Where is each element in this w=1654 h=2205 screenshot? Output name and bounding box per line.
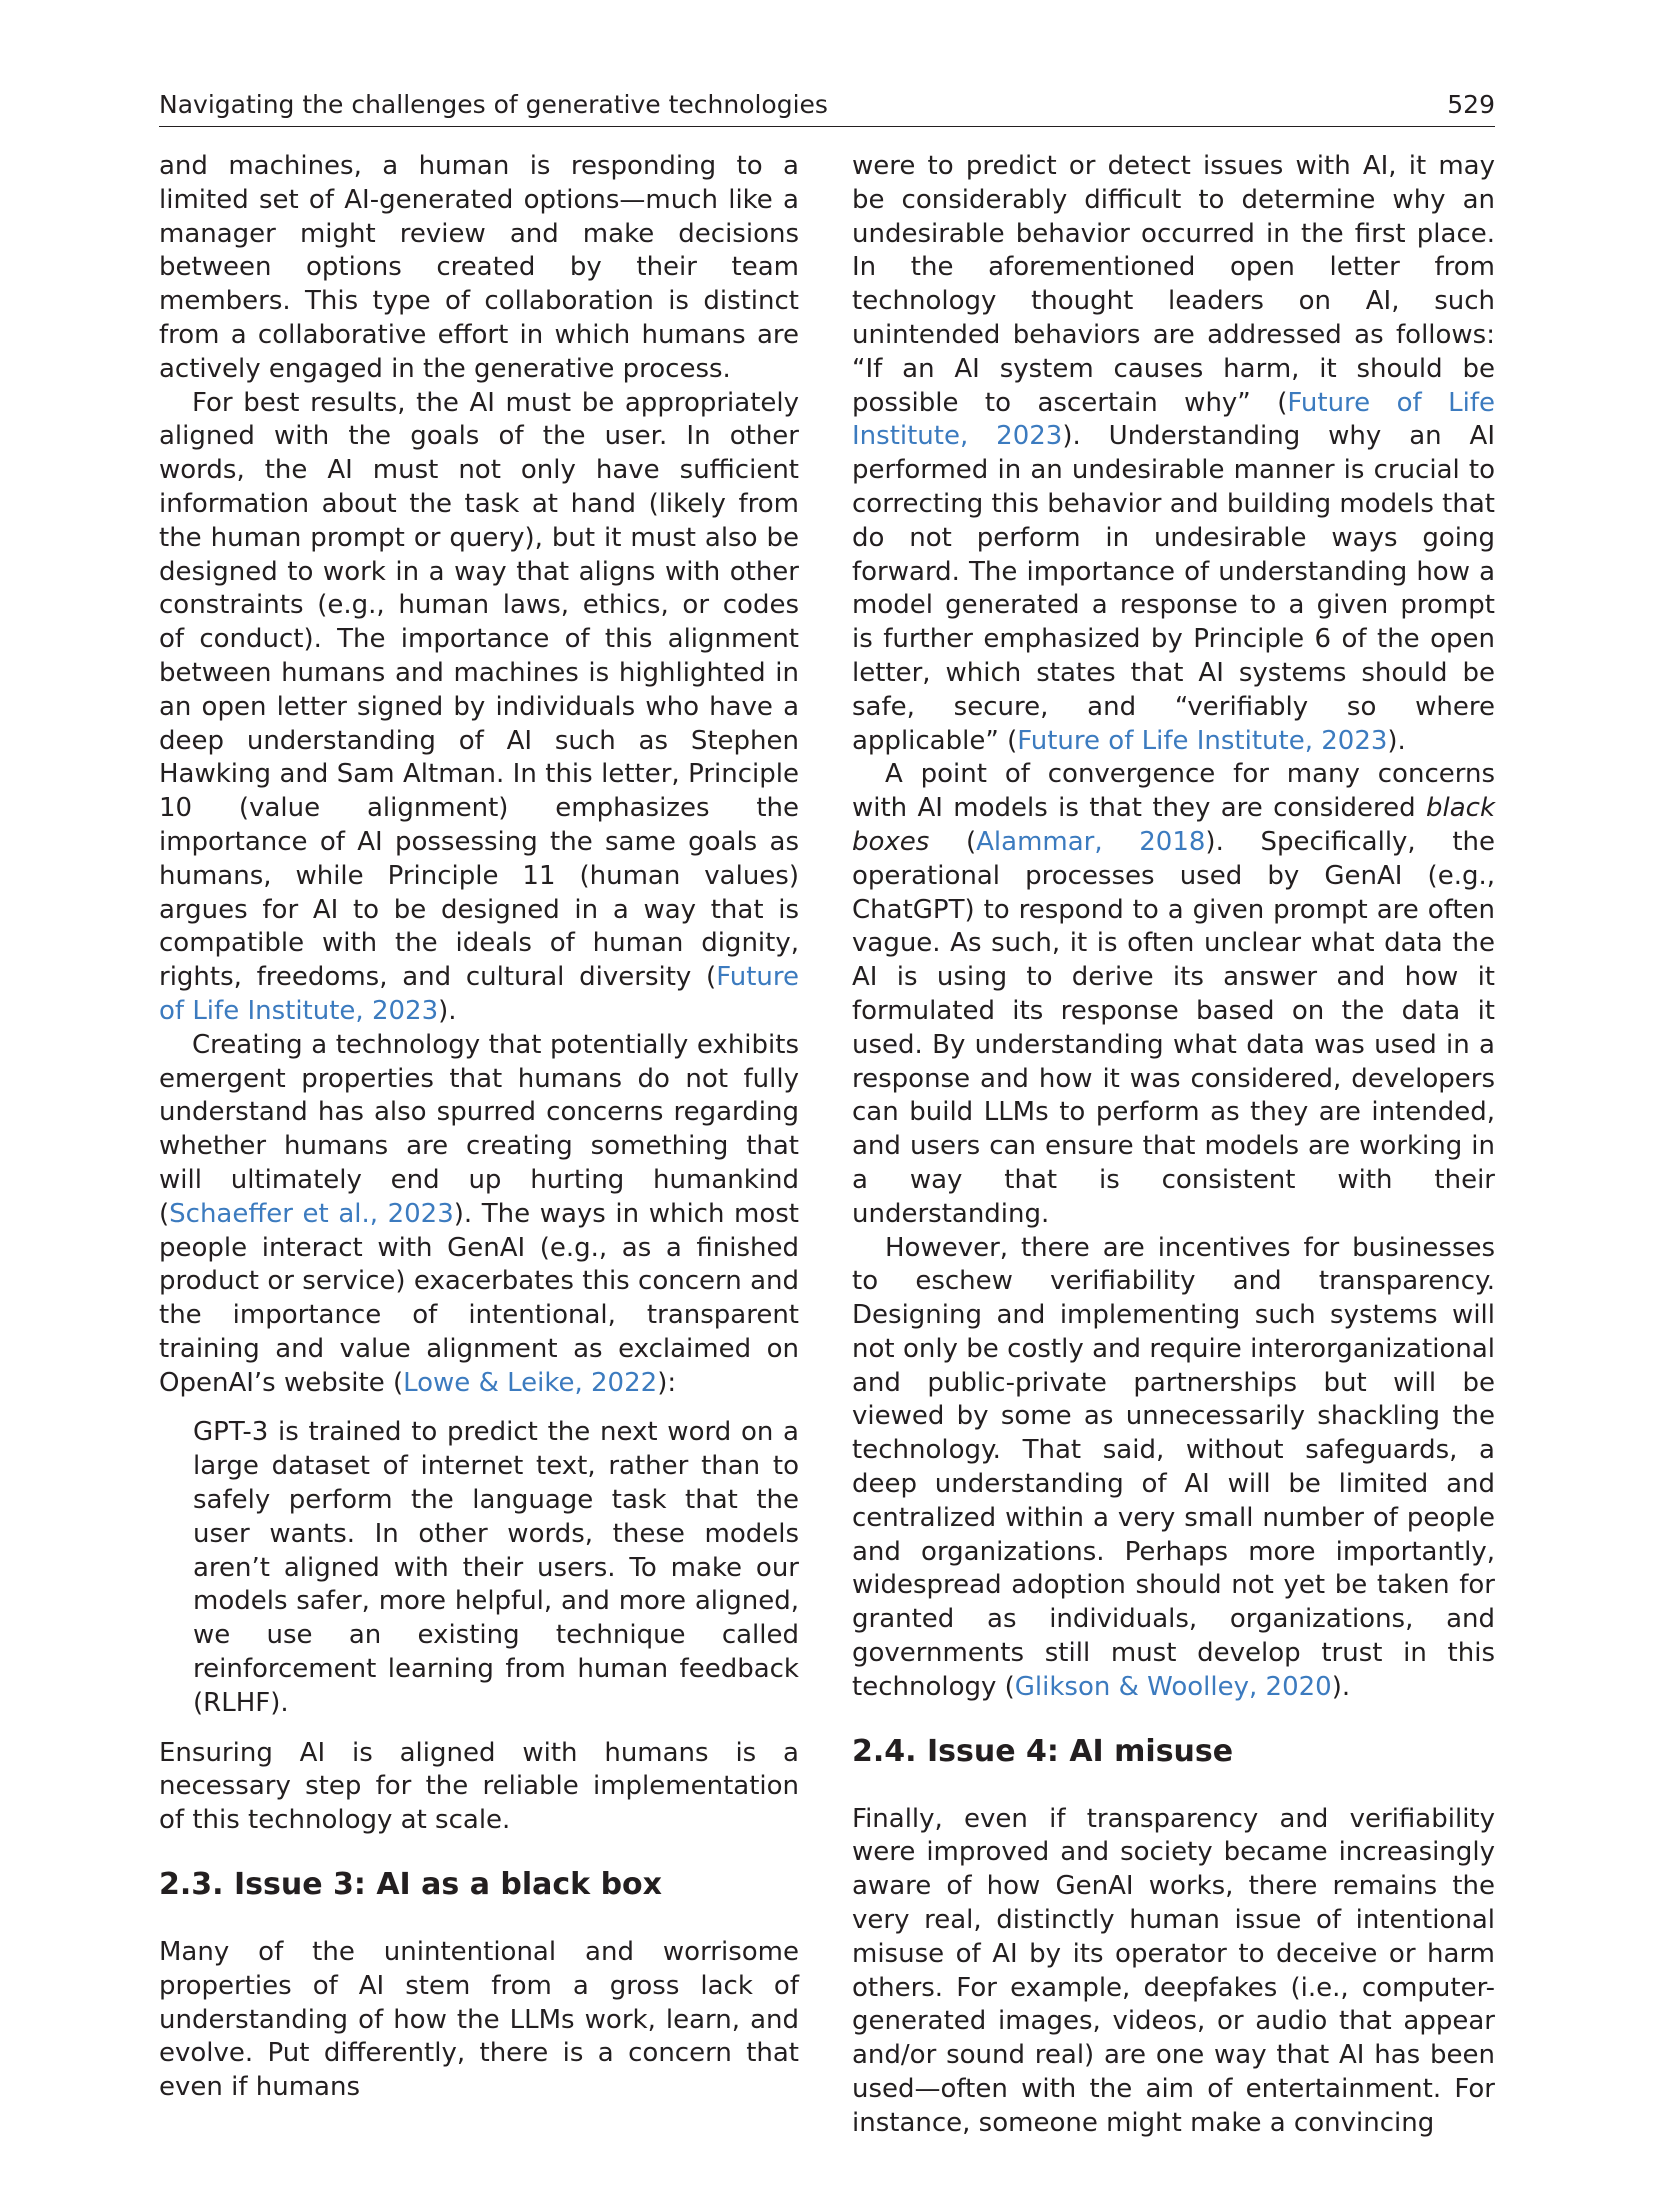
emphasis: black boxes <box>852 793 1495 857</box>
citation-link[interactable]: Future of Life Institute, 2023 <box>1017 725 1388 756</box>
quote-text: GPT-3 is trained to predict the next word on a large dataset of internet text, rather than to safely perform the language task that the user wants. In other words, these models aren’t aligned with their users. To make our models safer, more helpful, and more aligned, we use an existing technique called reinforcement learning from human feedback (RLHF). <box>193 1417 799 1718</box>
paragraph: Many of the unintentional and worrisome properties of AI stem from a gross lack of understanding of how the LLMs work, learn, and evolve. Put differently, there is a concern that even if humans <box>159 1937 799 2103</box>
paragraph: Ensuring AI is aligned with humans is a necessary step for the reliable implementation of this technology at scale. <box>159 1737 799 1836</box>
paragraph: were to predict or detect issues with AI, it may be considerably difficult to determine why an undesirable behavior occurred in the first place. In the aforementioned open letter from technology thought leaders on AI, such unintended behaviors are addressed as follows: “If an AI system causes harm, it should be possible to ascertain why” (Future of Life Institute, 2023). Understanding why an AI performed in an undesirable manner is crucial to correcting this behavior and building models that do not perform in undesirable ways going forward. The importance of understanding how a model generated a response to a given prompt is further emphasized by Principle 6 of the open letter, which states that AI systems should be safe, secure, and “verifiably so where applicable” (Future of Life Institute, 2023). <box>852 151 1496 756</box>
citation-link[interactable]: Lowe & Leike, 2022 <box>403 1367 658 1398</box>
running-header <box>159 86 1495 127</box>
running-title: Navigating the challenges of generative technologies <box>159 90 828 119</box>
citation-link[interactable]: Glikson & Woolley, 2020 <box>1014 1671 1332 1702</box>
citation-link[interactable]: Schaeffer et al., 2023 <box>169 1198 454 1229</box>
paragraph: A point of convergence for many concerns with AI models is that they are considered black boxes (Alammar, 2018). Specifically, the operational processes used by GenAI (e.g., ChatGPT) to respond to a given prompt are often vague. As such, it is often unclear what data the AI is using to derive its answer and how it formulated its response based on the data it used. By understanding what data was used in a response and how it was considered, developers can build LLMs to perform as they are intended, and users can ensure that models are working in a way that is consistent with their understanding. <box>852 759 1495 1229</box>
citation-link[interactable]: Alammar, 2018 <box>976 826 1206 857</box>
section-heading: 2.3. Issue 3: AI as a black box <box>159 1867 662 1903</box>
citation-link[interactable]: Future of Life Institute, 2023 <box>159 962 799 1026</box>
page-number: 529 <box>1447 90 1495 119</box>
block-quote <box>193 1416 799 1720</box>
section-heading: 2.4. Issue 4: AI misuse <box>852 1733 1234 1769</box>
citation-link[interactable]: Future of Life Institute, 2023 <box>852 387 1495 452</box>
paragraph: For best results, the AI must be appropriately aligned with the goals of the user. In other words, the AI must not only have sufficient information about the task at hand (likely from the human prompt or query), but it must also be designed to work in a way that aligns with other constraints (e.g., human laws, ethics, or codes of conduct). The importance of this alignment between humans and machines is highlighted in an open letter signed by individuals who have a deep understanding of AI such as Stephen Hawking and Sam Altman. In this letter, Principle 10 (value alignment) emphasizes the importance of AI possessing the same goals as humans, while Principle 11 (human values) argues for AI to be designed in a way that is compatible with the ideals of human dignity, rights, freedoms, and cultural diversity (Future of Life Institute, 2023). <box>159 387 799 1026</box>
paragraph: However, there are incentives for businesses to eschew verifiability and transparency. Designing and implementing such systems will not only be costly and require interorganizational and public-private partnerships but will be viewed by some as unnecessarily shackling the technology. That said, without safeguards, a deep understanding of AI will be limited and centralized within a very small number of people and organizations. Perhaps more importantly, widespread adoption should not yet be taken for granted as individuals, organizations, and governments still must develop trust in this technology (Glikson & Woolley, 2020). <box>852 1232 1495 1702</box>
paragraph: Creating a technology that potentially exhibits emergent properties that humans do not fully understand has also spurred concerns regarding whether humans are creating something that will ultimately end up hurting humankind (Schaeffer et al., 2023). The ways in which most people interact with GenAI (e.g., as a finished product or service) exacerbates this concern and the importance of intentional, transparent training and value alignment as exclaimed on OpenAI’s website (Lowe & Leike, 2022): <box>159 1029 799 1398</box>
left-column <box>159 150 799 2105</box>
right-column <box>852 150 1495 2141</box>
paragraph: Finally, even if transparency and verifiability were improved and society became increasingly aware of how GenAI works, there remains the very real, distinctly human issue of intentional misuse of AI by its operator to deceive or harm others. For example, deepfakes (i.e., computer-generated images, videos, or audio that appear and/or sound real) are one way that AI has been used—often with the aim of entertainment. For instance, someone might make a convincing <box>852 1803 1495 2138</box>
paragraph: and machines, a human is responding to a limited set of AI-generated options—much like a manager might review and make decisions between options created by their team members. This type of collaboration is distinct from a collaborative effort in which humans are actively engaged in the generative process. <box>159 151 799 384</box>
